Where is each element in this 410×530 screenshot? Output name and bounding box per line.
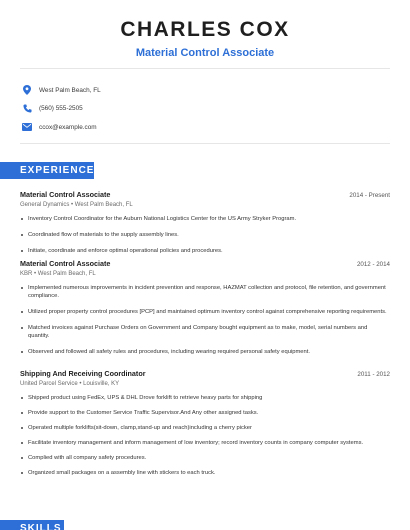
- job-location: West Palm Beach, FL: [74, 202, 133, 208]
- job-heading: [20, 190, 390, 199]
- bullet-item: Complied with all company safety procedures.: [20, 454, 390, 462]
- job-heading: [20, 369, 390, 378]
- bullet-item: Coordinated flow of materials to the supply assembly lines.: [20, 231, 390, 239]
- job-company-line: KBR • West Palm Beach, FL: [20, 271, 96, 277]
- bullet-item: Shipped product using FedEx, UPS & DHL Drove forklift to retrieve heavy parts for shipping: [20, 394, 390, 402]
- job-location: West Palm Beach, FL: [37, 271, 96, 277]
- bullet-item: Observed and followed all safety rules and procedures, including wearing required personal safety equipment.: [20, 348, 390, 356]
- location-text: West Palm Beach, FL: [39, 86, 101, 94]
- job-company: United Parcel Service: [20, 381, 78, 387]
- job-dates: 2014 - Present: [349, 192, 390, 199]
- bullet-item: Organized small packages on a assembly line with stickers to each truck.: [20, 469, 390, 477]
- contact-list: [20, 81, 101, 137]
- bullet-item: Provide support to the Customer Service Traffic Supervisor.And Any other assigned tasks.: [20, 409, 390, 417]
- resume-header: [0, 0, 410, 60]
- job-entry: [20, 190, 390, 255]
- candidate-name: CHARLES COX: [120, 18, 290, 41]
- bullet-item: Implemented numerous improvements in incident prevention and response, HAZMAT collection and protocol, file retention, and government compliance.: [20, 284, 390, 300]
- job-title: Material Control Associate: [20, 190, 111, 199]
- job-company-line: United Parcel Service • Louisville, KY: [20, 381, 120, 387]
- job-bullets: [20, 284, 390, 356]
- phone-text[interactable]: (560) 555-2505: [39, 105, 83, 113]
- job-heading: [20, 259, 390, 268]
- job-company: KBR: [20, 271, 33, 277]
- job-company-line: General Dynamics • West Palm Beach, FL: [20, 202, 133, 208]
- job-dates: 2011 - 2012: [357, 371, 390, 378]
- email-icon: [20, 120, 34, 134]
- job-company: General Dynamics: [20, 202, 70, 208]
- experience-section-header: EXPERIENCE: [0, 162, 94, 179]
- contact-location: [20, 81, 101, 100]
- job-bullets: [20, 394, 390, 477]
- job-title-headline: Material Control Associate: [135, 47, 275, 59]
- contact-divider: [20, 143, 390, 144]
- email-text[interactable]: ccox@example.com: [39, 123, 97, 131]
- contact-email: [20, 118, 101, 137]
- job-title: Material Control Associate: [20, 259, 111, 268]
- header-divider: [20, 68, 390, 69]
- job-dates: 2012 - 2014: [356, 261, 390, 268]
- job-location: Louisville, KY: [83, 381, 120, 387]
- job-entry: [20, 259, 390, 356]
- bullet-item: Matched invoices against Purchase Orders on Government and Company bought equipment as to make, model, serial numbers and quantity.: [20, 324, 390, 340]
- job-bullets: [20, 215, 390, 255]
- job-entry: [20, 369, 390, 477]
- contact-phone: [20, 100, 101, 119]
- location-pin-icon: [20, 83, 34, 97]
- bullet-item: Inventory Control Coordinator for the Auburn National Logistics Center for the US Army Stryker Program.: [20, 215, 390, 223]
- job-title: Shipping And Receiving Coordinator: [20, 369, 146, 378]
- bullet-item: Initiate, coordinate and enforce optimal operational policies and procedures.: [20, 247, 390, 255]
- bullet-item: Utilized proper property control procedures [PCP] and maintained optimum inventory control against comprehensive reporting requirements.: [20, 308, 390, 316]
- bullet-item: Operated multiple forklifts(sit-down, clamp,stand-up and reach)including a cherry picker: [20, 424, 390, 432]
- bullet-item: Facilitate inventory management and inform management of low inventory; record inventory counts in company computer systems.: [20, 439, 390, 447]
- phone-icon: [20, 102, 34, 116]
- skills-section-header: SKILLS: [0, 520, 64, 530]
